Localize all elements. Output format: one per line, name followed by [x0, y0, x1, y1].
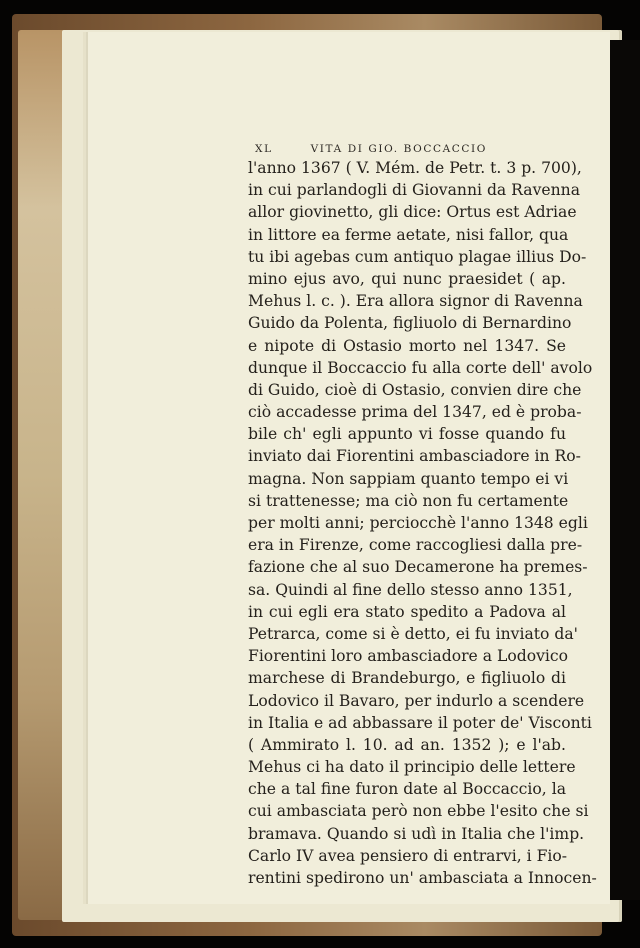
text-line: in cui parlandogli di Giovanni da Ravenna	[248, 181, 580, 200]
text-line: in Italia e ad abbassare il poter de' Visconti	[248, 713, 592, 732]
text-line: che a tal fine furon date al Boccaccio, la	[248, 780, 566, 799]
text-line: allor giovinetto, gli dice: Ortus est Adriae	[248, 203, 577, 222]
text-line: bile ch' egli appunto vi fosse quando fu	[248, 425, 566, 444]
text-line: sa. Quindi al fine dello stesso anno 1351,	[248, 580, 573, 599]
text-line: bramava. Quando si udì in Italia che l'imp.	[248, 824, 585, 843]
page-gutter	[610, 40, 640, 900]
text-line: si trattenesse; ma ciò non fu certamente	[248, 491, 569, 510]
text-line: cui ambasciata però non ebbe l'esito che si	[248, 802, 589, 821]
text-line: Guido da Polenta, figliuolo di Bernardino	[248, 314, 572, 333]
text-line: rentini spedirono un' ambasciata a Innocen-	[248, 869, 597, 887]
text-line: Carlo IV avea pensiero di entrarvi, i Fio-	[248, 846, 568, 865]
text-line: per molti anni; perciocchè l'anno 1348 egli	[248, 514, 588, 532]
text-line: e nipote di Ostasio morto nel 1347. Se	[248, 336, 566, 355]
text-line: Mehus l. c. ). Era allora signor di Ravenna	[248, 292, 583, 311]
text-line: Petrarca, come si è detto, ei fu inviato da'	[248, 624, 578, 643]
text-line: era in Firenze, come raccogliesi dalla pre-	[248, 536, 583, 555]
text-line: Lodovico il Bavaro, per indurlo a scendere	[248, 691, 585, 710]
text-line: di Guido, cioè di Ostasio, convien dire che	[248, 380, 582, 399]
text-line: mino ejus avo, qui nunc praesidet ( ap.	[248, 269, 566, 288]
text-line: marchese di Brandeburgo, e figliuolo di	[248, 669, 566, 688]
text-line: magna. Non sappiam quanto tempo ei vi	[248, 469, 569, 488]
text-line: in littore ea ferme aetate, nisi fallor, qua	[248, 225, 569, 244]
text-line: fazione che al suo Decamerone ha premes-	[248, 558, 588, 577]
text-line: inviato dai Fiorentini ambasciadore in Ro-	[248, 447, 581, 466]
running-title: VITA DI GIO. BOCCACCIO	[310, 143, 487, 155]
text-line: Fiorentini loro ambasciadore a Lodovico	[248, 647, 569, 666]
text-line: in cui egli era stato spedito a Padova al	[248, 602, 566, 621]
running-header	[255, 143, 487, 155]
text-line: Mehus ci ha dato il principio delle lettere	[248, 758, 576, 777]
page-number: XL	[255, 143, 273, 155]
text-line: l'anno 1367 ( V. Mém. de Petr. t. 3 p. 700),	[248, 159, 582, 177]
text-line: ( Ammirato l. 10. ad an. 1352 ); e l'ab.	[248, 735, 566, 754]
text-line: dunque il Boccaccio fu alla corte dell' avolo	[248, 358, 593, 377]
text-line: tu ibi agebas cum antiquo plagae illius Do-	[248, 247, 587, 266]
body-text	[248, 157, 597, 889]
text-line: ciò accadesse prima del 1347, ed è proba-	[248, 403, 582, 422]
